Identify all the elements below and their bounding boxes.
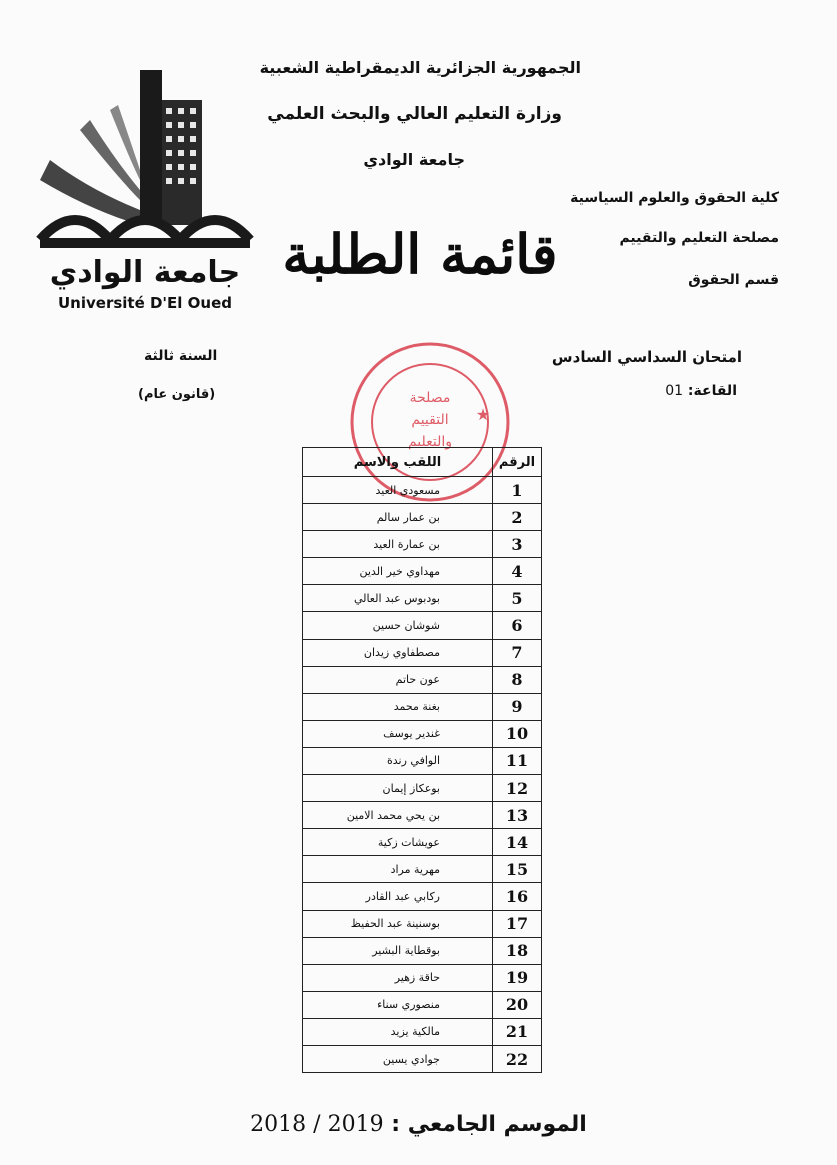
row-number: 4	[493, 558, 542, 585]
table-row	[303, 1045, 542, 1072]
student-name: مهداوي خير الدين	[303, 558, 493, 585]
republic-header: الجمهورية الجزائرية الديمقراطية الشعبية	[259, 58, 581, 77]
row-number: 6	[493, 612, 542, 639]
student-name: ركابي عبد القادر	[303, 883, 493, 910]
table-row	[303, 666, 542, 693]
table-row	[303, 693, 542, 720]
table-row	[303, 856, 542, 883]
table-row	[303, 558, 542, 585]
student-name: بن عمارة العيد	[303, 531, 493, 558]
table-row	[303, 802, 542, 829]
academic-year-value: 2019 / 2018	[250, 1112, 384, 1137]
university-logo	[30, 60, 260, 320]
row-number: 10	[493, 720, 542, 747]
student-name: الوافي رندة	[303, 747, 493, 774]
row-number: 15	[493, 856, 542, 883]
table-row	[303, 585, 542, 612]
header-name: اللقب والاسم	[303, 448, 493, 477]
row-number: 3	[493, 531, 542, 558]
department-label: قسم الحقوق	[688, 272, 779, 288]
table-row	[303, 937, 542, 964]
row-number: 20	[493, 991, 542, 1018]
row-number: 7	[493, 639, 542, 666]
row-number: 18	[493, 937, 542, 964]
row-number: 5	[493, 585, 542, 612]
ministry-header: وزارة التعليم العالي والبحث العلمي	[267, 104, 562, 124]
table-row	[303, 1018, 542, 1045]
table-row	[303, 504, 542, 531]
student-name: بوعكاز إيمان	[303, 775, 493, 802]
student-name: جوادي يسين	[303, 1045, 493, 1072]
student-name: غندير يوسف	[303, 720, 493, 747]
row-number: 13	[493, 802, 542, 829]
student-name: منصوري سناء	[303, 991, 493, 1018]
university-header: جامعة الوادي	[363, 150, 465, 169]
table-row	[303, 910, 542, 937]
row-number: 11	[493, 747, 542, 774]
student-name: حاقة زهير	[303, 964, 493, 991]
table-row	[303, 612, 542, 639]
row-number: 8	[493, 666, 542, 693]
student-name: عون حاتم	[303, 666, 493, 693]
row-number: 17	[493, 910, 542, 937]
table-row	[303, 775, 542, 802]
year-level: السنة ثالثة	[144, 348, 218, 364]
table-row	[303, 477, 542, 504]
exam-label: امتحان السداسي السادس	[551, 348, 742, 366]
svg-text:★: ★	[475, 405, 491, 424]
student-name: عويشات زكية	[303, 829, 493, 856]
student-name: شوشان حسين	[303, 612, 493, 639]
student-name: بن يحي محمد الامين	[303, 802, 493, 829]
academic-year-label: الموسم الجامعي :	[391, 1112, 587, 1137]
student-name: مسعودي العيد	[303, 477, 493, 504]
academic-year	[0, 1112, 837, 1137]
row-number: 19	[493, 964, 542, 991]
header-number: الرقم	[493, 448, 542, 477]
faculty-label: كلية الحقوق والعلوم السياسية	[570, 190, 779, 206]
page-title: قائمة الطلبة	[282, 222, 558, 286]
hall-label: القاعة: 01	[665, 383, 737, 399]
students-table	[302, 447, 542, 1073]
logo-arabic-text: جامعة الوادي	[49, 255, 241, 290]
student-name: بن عمار سالم	[303, 504, 493, 531]
student-name: مصطفاوي زيدان	[303, 639, 493, 666]
student-name: بوقطاية البشير	[303, 937, 493, 964]
row-number: 12	[493, 775, 542, 802]
table-row	[303, 829, 542, 856]
table-row	[303, 639, 542, 666]
student-name: مالكية يزيد	[303, 1018, 493, 1045]
row-number: 9	[493, 693, 542, 720]
student-name: بودبوس عبد العالي	[303, 585, 493, 612]
stamp-line-3: والتعليم	[407, 434, 453, 450]
hall-title: القاعة	[693, 383, 737, 399]
table-row	[303, 964, 542, 991]
row-number: 21	[493, 1018, 542, 1045]
table-row	[303, 720, 542, 747]
table-row	[303, 991, 542, 1018]
stamp-line-1: مصلحة	[409, 390, 451, 406]
table-header-row	[303, 448, 542, 477]
table-row	[303, 747, 542, 774]
student-name: بغنة محمد	[303, 693, 493, 720]
table-row	[303, 883, 542, 910]
row-number: 16	[493, 883, 542, 910]
row-number: 2	[493, 504, 542, 531]
logo-latin-text: Université D'El Oued	[58, 294, 232, 312]
row-number: 1	[493, 477, 542, 504]
table-row	[303, 531, 542, 558]
row-number: 22	[493, 1045, 542, 1072]
student-name: مهرية مراد	[303, 856, 493, 883]
hall-number: 01	[665, 383, 684, 399]
student-name: بوسنينة عبد الحفيظ	[303, 910, 493, 937]
row-number: 14	[493, 829, 542, 856]
specialty-label: (قانون عام)	[138, 387, 216, 402]
stamp-line-2: التقييم	[411, 412, 449, 428]
service-label: مصلحة التعليم والتقييم	[619, 230, 779, 246]
